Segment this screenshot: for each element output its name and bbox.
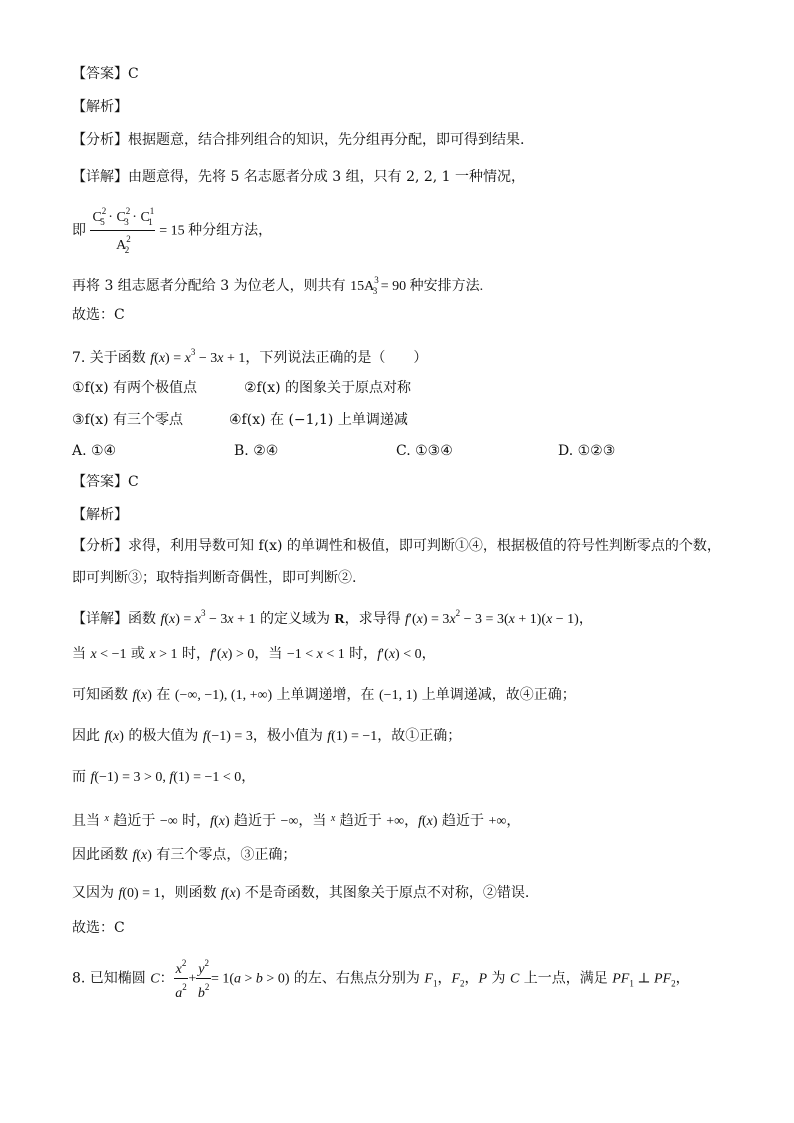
l3-text-c: = 90 种安排方法. (377, 279, 484, 294)
q7-statement-row2 (72, 410, 408, 430)
q7-xiangjie-l4: 因此 f(x) 的极大值为 f(−1) = 3，极小值为 f(1) = −1，故①正确； (72, 728, 462, 744)
q6-answer-line (72, 64, 139, 84)
statement-3: ③f(x) 有三个零点 (72, 412, 184, 428)
l3-text-a: 再将 3 组志愿者分配给 3 为位老人，则共有 (72, 278, 351, 294)
q7-xiangjie-l7: 因此函数 f(x) 有三个零点，③正确； (72, 847, 297, 863)
q7-choose: 故选：C (72, 920, 125, 936)
stem-function: f (150, 351, 155, 366)
option-d: D. ①②③ (558, 443, 616, 459)
q7-xiangjie-l1: 【详解】函数 $f(x) = x^3 - 3x + 1$ 的定义域为 R，求导得 $f'(x) = 3x^2 - 3 = 3(x + 1)(x - 1)$， (72, 608, 593, 627)
option-c: C. ①③④ (396, 443, 453, 459)
ellipse-x-term: $\frac{x^2}{a^2}$ (174, 955, 189, 1002)
l2-result: = 15 种分组方法， (159, 223, 273, 239)
q7-xiangjie-l2: 当 x < −1 或 x > 1 时，f′(x) > 0，当 −1 < x < 1 时，f′(x) < 0， (72, 646, 436, 662)
q7-analysis-heading: 【解析】 (72, 507, 128, 523)
answer-tag: 【答案】 (72, 474, 128, 490)
xiangjie-tag: 【详解】 (72, 611, 128, 627)
ellipse-y-term: $\frac{y^2}{b^2}$ (196, 955, 211, 1002)
q6-choose: 故选：C (72, 307, 125, 323)
q6-xiangjie-l1 (72, 167, 525, 187)
l3-arrangement: $15A^3_3$ (350, 275, 379, 296)
l2-prefix: 即 (72, 222, 86, 239)
combination-fraction: $\frac{C^2_5 \cdot C^2_3 \cdot C^1_1}{A^2_2}$ (90, 203, 154, 258)
q7-xiangjie-l8: 又因为 f(0) = 1，则函数 f(x) 不是奇函数，其图象关于原点不对称，②错误. (72, 885, 530, 901)
q6-xiangjie-l3 (72, 270, 483, 301)
xiangjie-tag: 【详解】 (72, 169, 128, 185)
q7-stem: 7. 关于函数 $f(x) = x^3 - 3x + 1$，下列说法正确的是（ ） (72, 347, 428, 366)
fenxi-tag: 【分析】 (72, 132, 128, 148)
stem-prefix: 7. 关于函数 (72, 350, 151, 366)
fenxi-text: 求得，利用导数可知 f(x) 的单调性和极值，即可判断①④，根据极值的符号性判断零点的个数， (128, 538, 721, 554)
xiangjie-text: 由题意得，先将 5 名志愿者分成 3 组，只有 2, 2, 1 一种情况， (128, 169, 526, 185)
q7-answer-line (72, 472, 139, 492)
answer-tag: 【答案】 (72, 66, 128, 82)
q7-xiangjie-l6: 且当 $^x$ 趋近于 −∞ 时，f(x) 趋近于 −∞，当 $^x$ 趋近于 +∞，f(x) 趋近于 +∞， (72, 813, 521, 829)
option-b: B. ②④ (234, 443, 279, 459)
statement-1: ①f(x) 有两个极值点 (72, 380, 198, 396)
q6-analysis-heading: 【解析】 (72, 99, 128, 115)
option-a: A. ①④ (72, 443, 117, 459)
q7-xiangjie-l5: 而 f(−1) = 3 > 0, f(1) = −1 < 0， (72, 769, 256, 785)
q6-xiangjie-l2 (72, 203, 272, 258)
q8-stem: 8. 已知椭圆 C： $\frac{x^2}{a^2}$ + $\frac{y^2}{b^2}$ = 1(a > b > 0) 的左、右焦点分别为 $F_1$，$F_2$，P 为 C 上一点，满足 $PF_1$ ⊥ $PF_2$， (72, 955, 690, 1004)
fenxi-tag: 【分析】 (72, 538, 128, 554)
fenxi-text: 根据题意，结合排列组合的知识，先分组再分配，即可得到结果. (128, 132, 525, 148)
stem-suffix: ，下列说法正确的是（ ） (245, 350, 428, 366)
answer-value: C (128, 66, 139, 82)
q7-fenxi-l2: 即可判断③；取特指判断奇偶性，即可判断②. (72, 570, 357, 586)
q7-xiangjie-l3: 可知函数 f(x) 在 (−∞, −1), (1, +∞) 上单调递增，在 (−1, 1) 上单调递减，故④正确； (72, 687, 576, 703)
answer-value: C (128, 474, 139, 490)
statement-4: ④f(x) 在 (−1,1) 上单调递减 (229, 412, 408, 428)
q7-fenxi-l1 (72, 536, 721, 556)
statement-2: ②f(x) 的图象关于原点对称 (244, 380, 412, 396)
q7-statement-row1 (72, 378, 412, 398)
q6-fenxi (72, 130, 524, 150)
